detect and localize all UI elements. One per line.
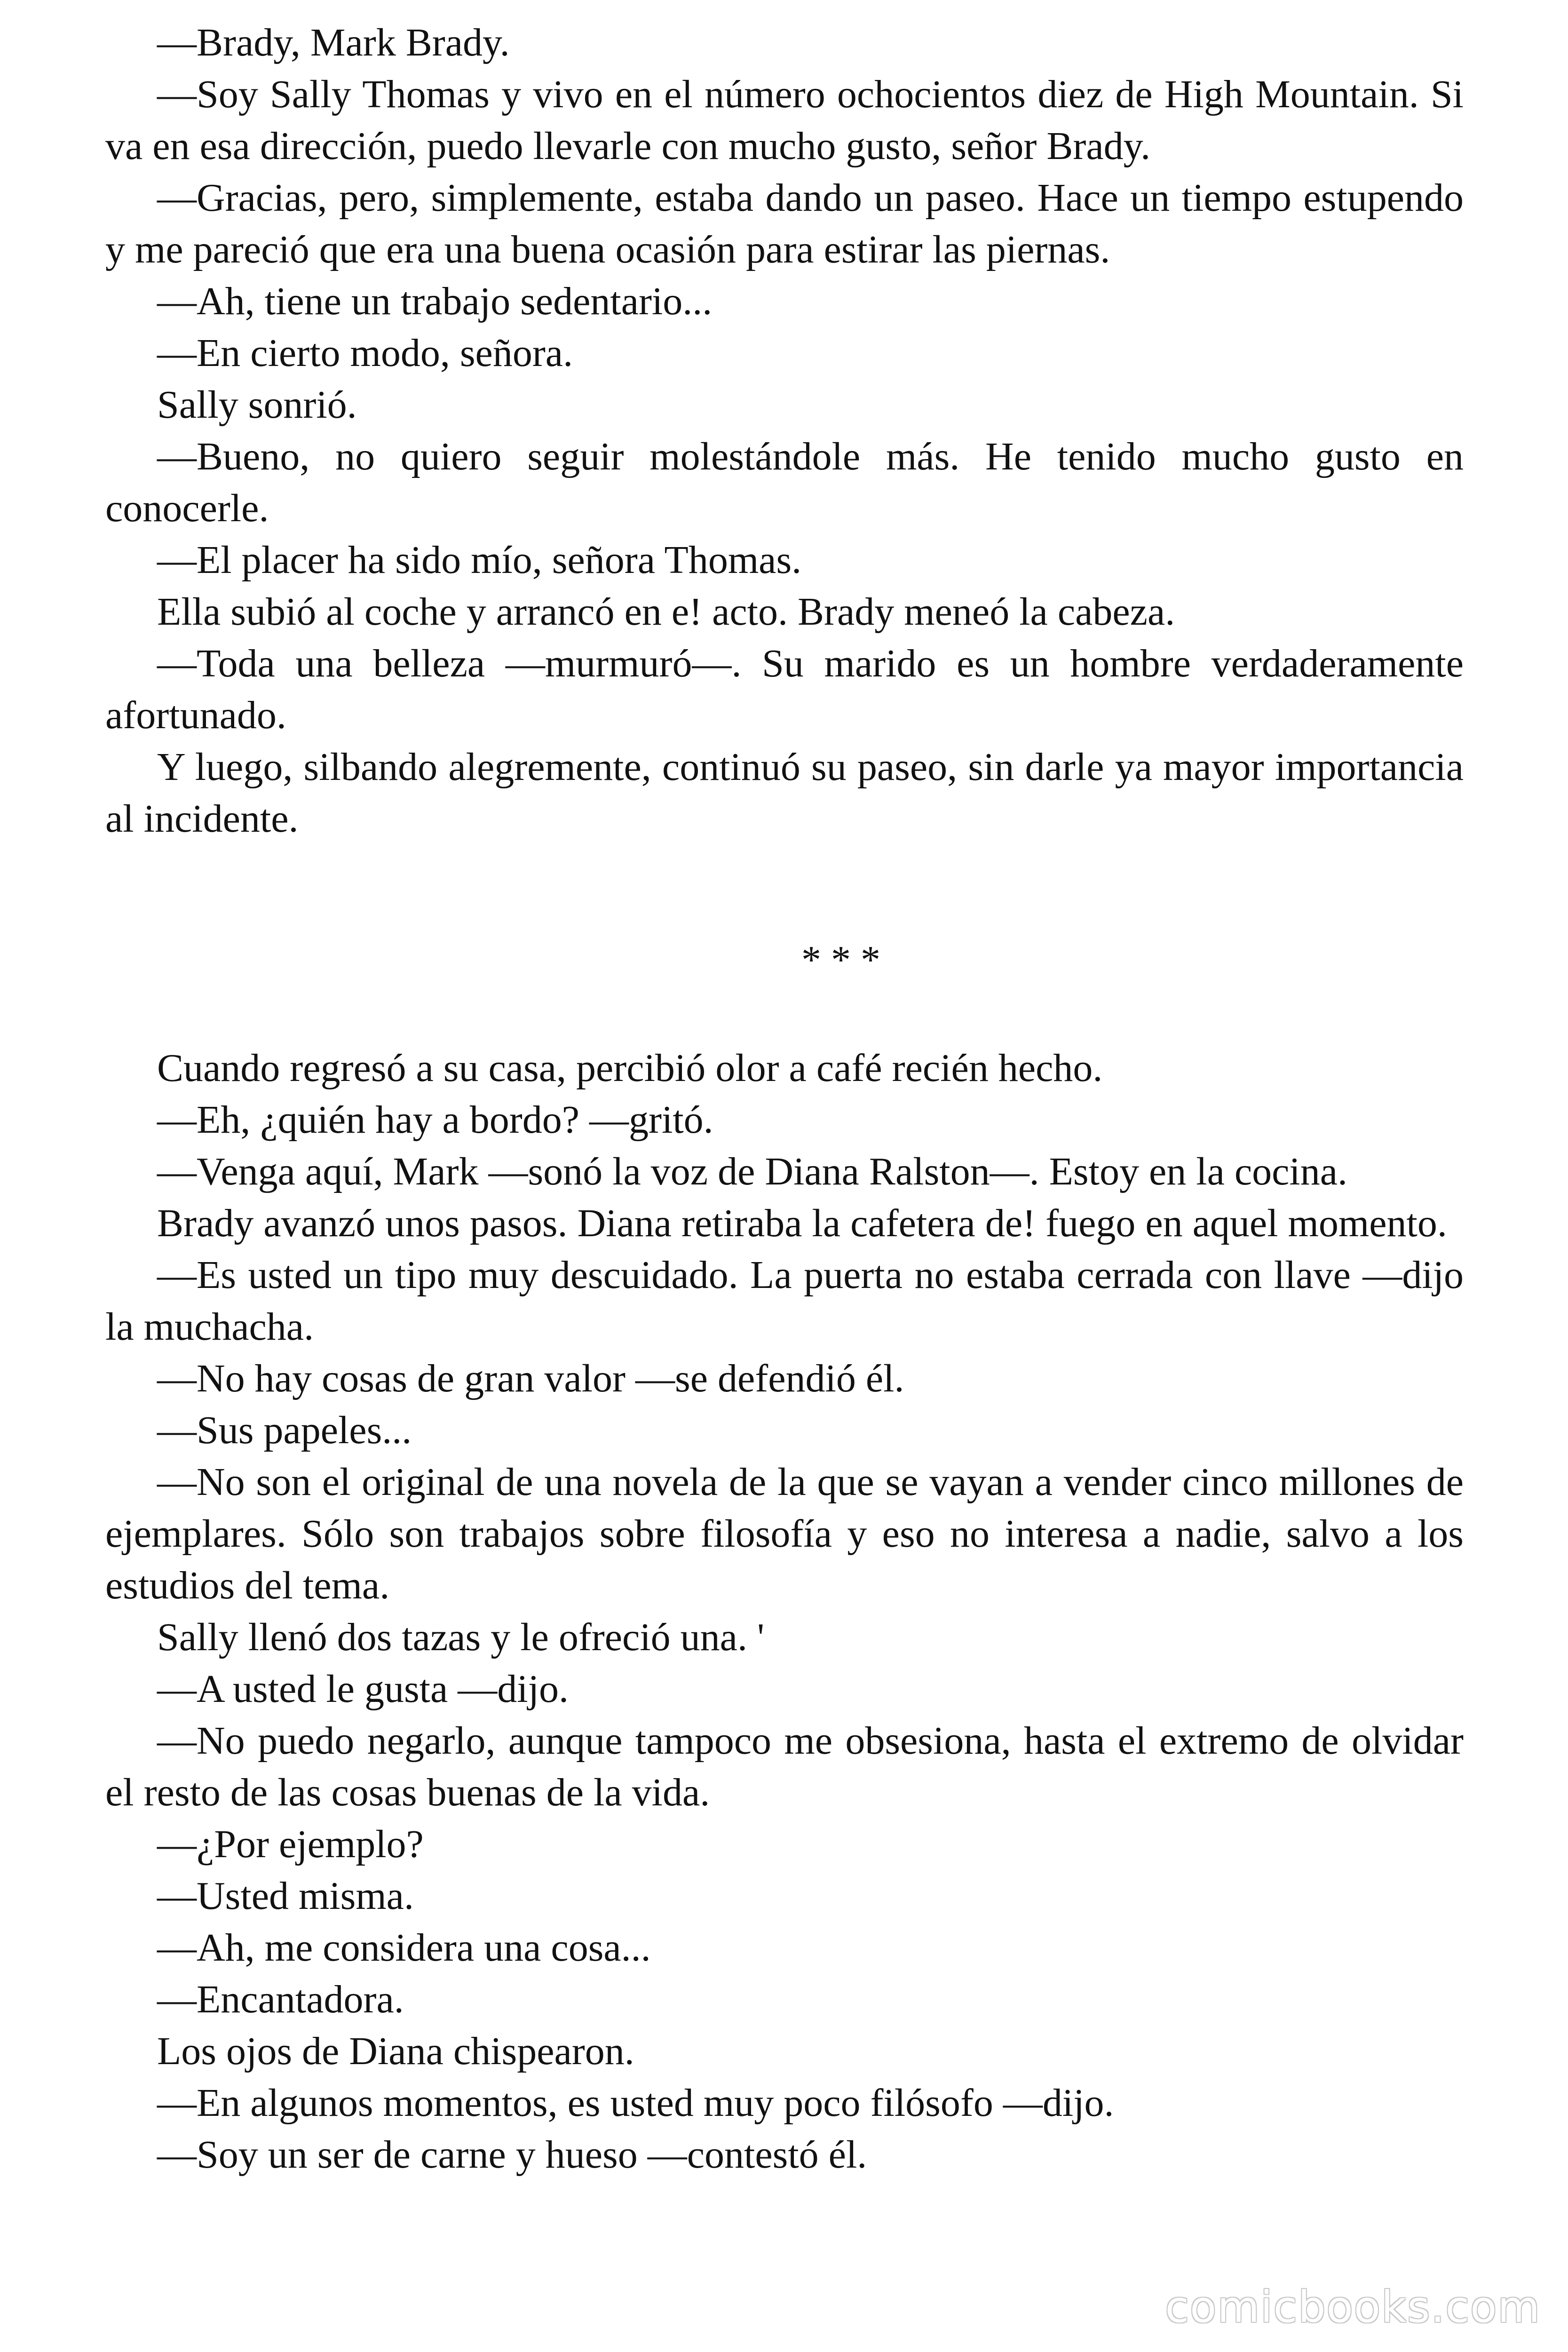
paragraph: —Venga aquí, Mark —sonó la voz de Diana Ralston—. Estoy en la cocina. xyxy=(157,1150,1348,1193)
paragraph: —No puedo negarlo, aunque tampoco me obsesiona, hasta el extremo de olvidar el resto de las cosas buenas de la vida. xyxy=(105,1719,1464,1814)
watermark: comicbooks.com xyxy=(1165,2282,1541,2332)
paragraph: —En algunos momentos, es usted muy poco filósofo —dijo. xyxy=(157,2081,1114,2125)
paragraph: —Brady, Mark Brady. xyxy=(157,21,510,64)
paragraph: Sally sonrió. xyxy=(157,383,357,427)
scene-break: * * * xyxy=(801,938,880,982)
paragraph: —Usted misma. xyxy=(157,1874,414,1918)
paragraph: —El placer ha sido mío, señora Thomas. xyxy=(157,538,802,582)
paragraph: —Sus papeles... xyxy=(157,1408,412,1452)
paragraph: —Bueno, no quiero seguir molestándole más. He tenido mucho gusto en conocerle. xyxy=(105,435,1464,530)
paragraph: Ella subió al coche y arrancó en e! acto. Brady meneó la cabeza. xyxy=(157,590,1175,634)
paragraph: Y luego, silbando alegremente, continuó su paseo, sin darle ya mayor importancia al incidente. xyxy=(105,745,1464,841)
paragraph: —Eh, ¿quién hay a bordo? —gritó. xyxy=(157,1098,713,1142)
paragraph: Brady avanzó unos pasos. Diana retiraba la cafetera de! fuego en aquel momento. xyxy=(157,1201,1447,1245)
paragraph: Sally llenó dos tazas y le ofreció una. ' xyxy=(157,1615,765,1659)
paragraph: —No son el original de una novela de la que se vayan a vender cinco millones de ejemplares. Sólo son trabajos sobre filosofía y eso no interesa a nadie, salvo a los estudios del tema. xyxy=(105,1460,1464,1607)
paragraph: Cuando regresó a su casa, percibió olor a café recién hecho. xyxy=(157,1046,1103,1090)
paragraph: —Toda una belleza —murmuró—. Su marido es un hombre verdaderamente afortunado. xyxy=(105,642,1464,737)
paragraph: —A usted le gusta —dijo. xyxy=(157,1667,569,1711)
paragraph: —Soy un ser de carne y hueso —contestó él. xyxy=(157,2133,867,2177)
paragraph: —Soy Sally Thomas y vivo en el número ochocientos diez de High Mountain. Si va en esa dirección, puedo llevarle con mucho gusto, señor Brady. xyxy=(105,72,1464,168)
paragraph: —¿Por ejemplo? xyxy=(157,1822,424,1866)
text-block-bottom xyxy=(105,1042,1464,2181)
paragraph: —Ah, me considera una cosa... xyxy=(157,1926,651,1970)
paragraph: —Gracias, pero, simplemente, estaba dando un paseo. Hace un tiempo estupendo y me pareció que era una buena ocasión para estirar las piernas. xyxy=(105,176,1464,271)
paragraph: —Ah, tiene un trabajo sedentario... xyxy=(157,279,713,323)
paragraph: —Encantadora. xyxy=(157,1978,404,2021)
paragraph: Los ojos de Diana chispearon. xyxy=(157,2029,634,2073)
paragraph: —Es usted un tipo muy descuidado. La puerta no estaba cerrada con llave —dijo la muchacha. xyxy=(105,1253,1464,1349)
paragraph: —En cierto modo, señora. xyxy=(157,331,573,375)
paragraph: —No hay cosas de gran valor —se defendió él. xyxy=(157,1357,904,1400)
text-block-top xyxy=(105,17,1464,845)
